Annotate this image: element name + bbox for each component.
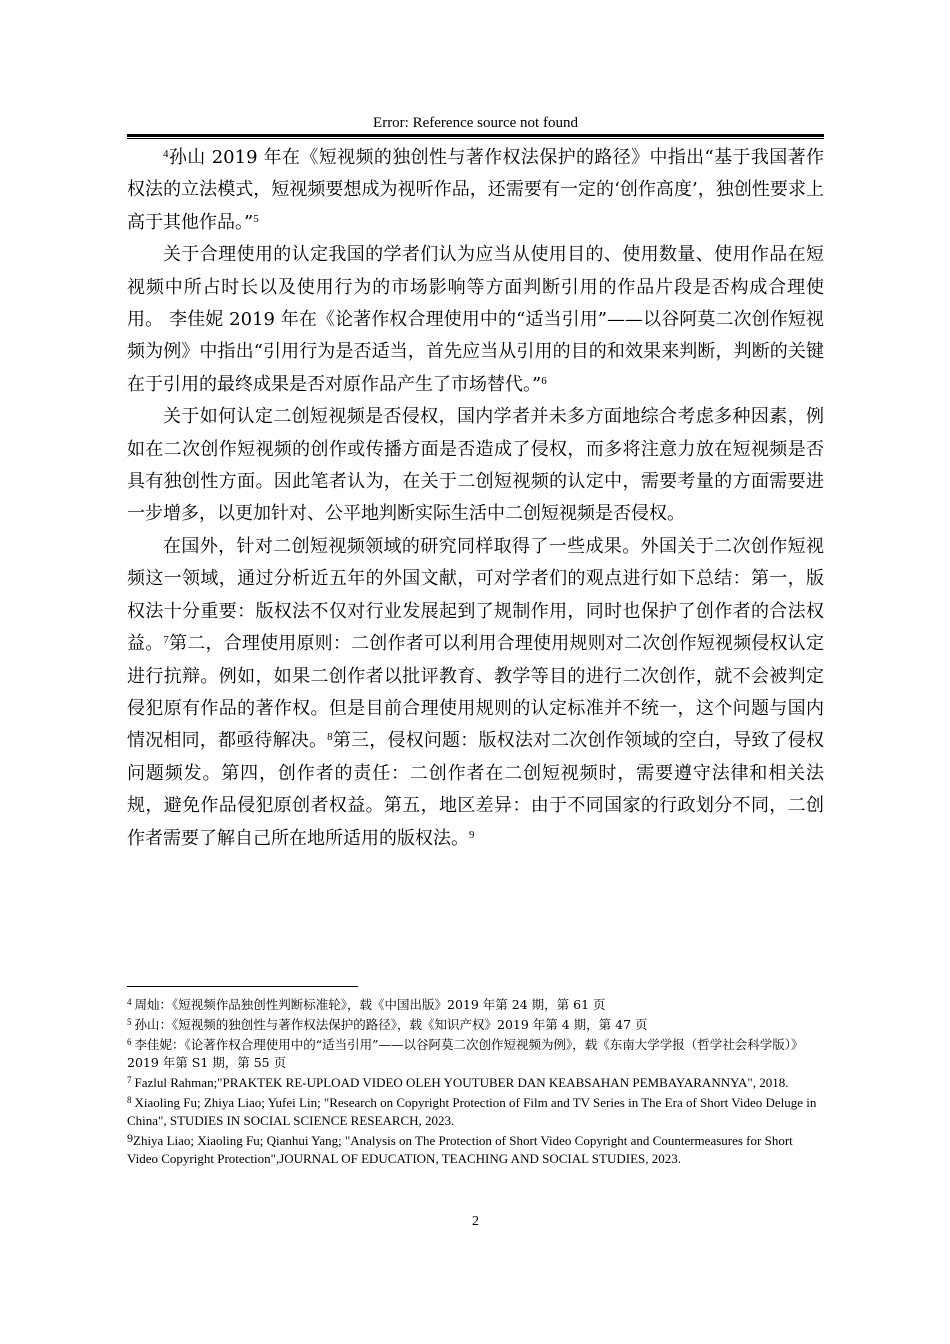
body-text [127,142,824,855]
footnote-9 [127,1132,824,1168]
paragraph-4-text-a: 在国外，针对二创短视频领域的研究同样取得了一些成果。外国关于二次创作短视频这一领域，通过分析近五年的外国文献，可对学者们的观点进行如下总结：第一，版权法十分重要：版权法不仅对行业发展起到了规制作用，同时也保护了创作者的合法权益。 [127,535,824,655]
paragraph-3 [127,401,824,531]
paragraph-2-text: 关于合理使用的认定我国的学者们认为应当从使用目的、使用数量、使用作品在短视频中所占时长以及使用行为的市场影响等方面判断引用的作品片段是否构成合理使用。 李佳妮 2019 年在《论著作权合理使用中的“适当引用”——以谷阿莫二次创作短视频为例》中指出“引用行为是否适当，首先应当从引用的目的和效果来判断，判断的关键在于引用的最终成果是否对原作品产生了市场替代。” [127,244,824,395]
paragraph-4-text-b: 第二，合理使用原则：二创作者可以利用合理使用规则对二次创作短视频侵权认定进行抗辩。例如，如果二创作者以批评教育、教学等目的进行二次创作，就不会被判定侵犯原有作品的著作权。但是目前合理使用规则的认定标准并不统一，这个问题与国内情况相同，都亟待解决。 [127,633,825,752]
footnote-mark: 8 [127,1095,132,1105]
page-number: 2 [472,1214,479,1229]
footnote-text: 周灿：《短视频作品独创性判断标准轮》，载《中国出版》2019 年第 24 期，第 61 页 [134,997,606,1012]
footnote-ref[interactable]: 4 [163,148,169,160]
footnote-ref[interactable]: 9 [469,828,475,841]
footnote-7 [127,1074,824,1092]
footnote-4 [127,996,824,1014]
footnote-ref[interactable]: 5 [253,212,259,225]
footnote-mark: 6 [127,1037,132,1047]
paragraph-4-text-c: 第三，侵权问题：版权法对二次创作领域的空白，导致了侵权问题频发。第四，创作者的责任：二创作者在二创短视频时，需要遵守法律和相关法规，避免作品侵犯原创者权益。第五，地区差异：由于不同国家的行政划分不同，二创作者需要了解自己所在地所适用的版权法。 [127,730,824,849]
footnote-text: 李佳妮：《论著作权合理使用中的“适当引用”——以谷阿莫二次创作短视频为例》，载《东南大学学报（哲学社会科学版）》2019 年第 S1 期，第 55 页 [127,1037,804,1070]
footnote-text: Fazlul Rahman;"PRAKTEK RE-UPLOAD VIDEO OLEH YOUTUBER DAN KEABSAHAN PEMBAYARANNYA", 2018. [134,1075,789,1090]
footnote-text: Xiaoling Fu; Zhiya Liao; Yufei Lin; "Research on Copyright Protection of Film and TV Series in The Era of Short Video Deluge in China", STUDIES IN SOCIAL SCIENCE RESEARCH, 2023. [127,1095,817,1128]
footnote-ref[interactable]: 7 [163,634,169,647]
paragraph-1-text: 孙山 2019 年在《短视频的独创性与著作权法保护的路径》中指出“基于我国著作权法的立法模式，短视频要想成为视听作品，还需要有一定的‘创作高度’，独创性要求上高于其他作品。” [127,147,824,233]
paragraph-4 [127,531,824,855]
footnote-mark: 7 [127,1075,132,1085]
footnote-ref[interactable]: 8 [327,731,333,744]
footnote-text: Zhiya Liao; Xiaoling Fu; Qianhui Yang; "Analysis on The Protection of Short Video Copyright and Countermeasures for Short Video Copyright Protection",JOURNAL OF EDUCATION, TEACHING AND SOCIAL STUDIES, 2023. [127,1133,793,1166]
running-header: Error: Reference source not found [373,115,578,131]
footnote-mark: 5 [127,1017,132,1027]
header-rule-secondary [127,138,824,139]
footnote-8 [127,1094,824,1130]
footnotes [127,996,824,1170]
footnote-6 [127,1036,824,1072]
paragraph-2 [127,239,824,401]
footnote-text: 孙山：《短视频的独创性与著作权法保护的路径》，载《知识产权》2019 年第 4 期，第 47 页 [134,1017,648,1032]
footnote-ref[interactable]: 6 [541,374,547,387]
header-rule [127,134,824,137]
footnote-mark: 4 [127,997,132,1007]
footnote-mark: 9 [127,1131,133,1145]
footnote-separator [127,986,358,987]
paragraph-1 [127,142,824,239]
footnote-5 [127,1016,824,1034]
paragraph-3-text: 关于如何认定二创短视频是否侵权，国内学者并未多方面地综合考虑多种因素，例如在二次创作短视频的创作或传播方面是否造成了侵权，而多将注意力放在短视频是否具有独创性方面。因此笔者认为，在关于二创短视频的认定中，需要考量的方面需要进一步增多，以更加针对、公平地判断实际生活中二创短视频是否侵权。 [127,406,824,525]
